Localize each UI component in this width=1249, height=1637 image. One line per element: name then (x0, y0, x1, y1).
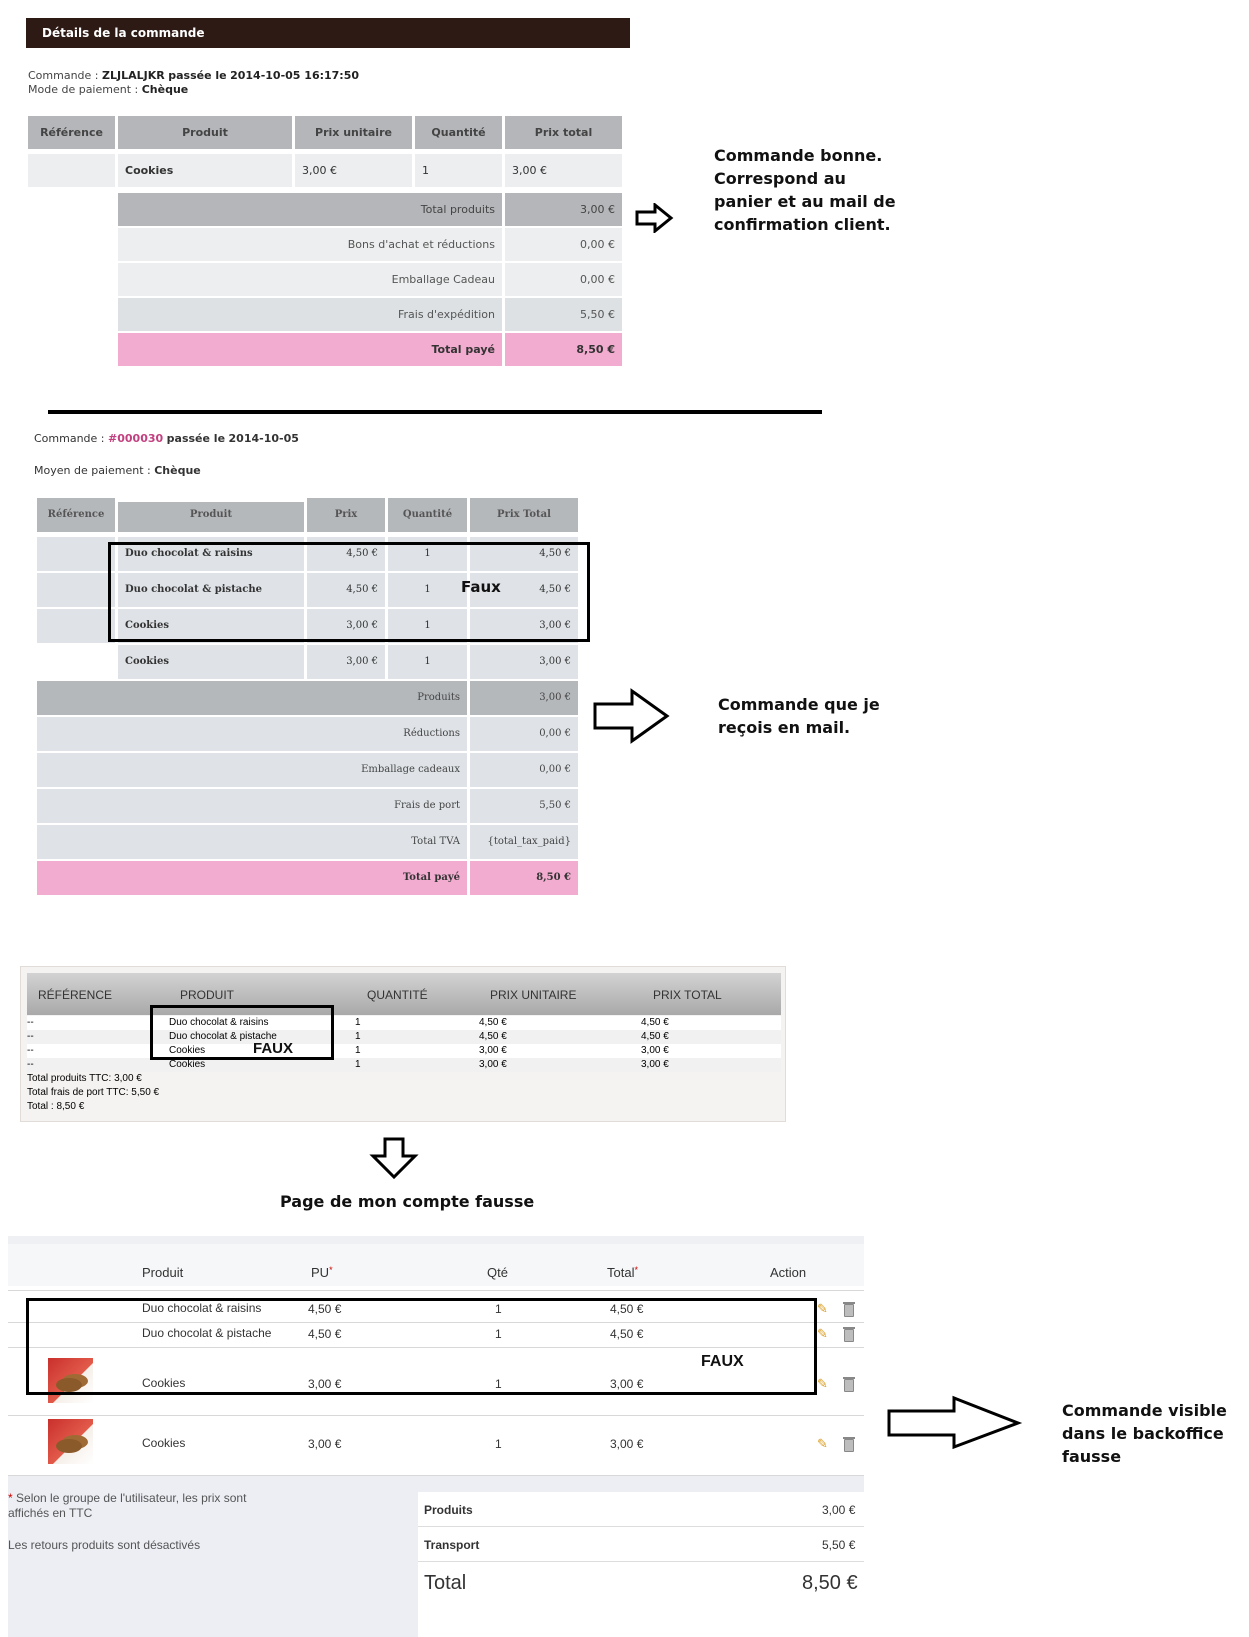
section3-note: Page de mon compte fausse (280, 1192, 535, 1211)
summary-transport-value: 5,50 € (822, 1538, 856, 1552)
table-row: -- Cookies 1 3,00 € 3,00 € (27, 1044, 781, 1058)
row3-product: Cookies (118, 609, 304, 643)
edit-pencil-icon[interactable]: ✎ (817, 1302, 828, 1317)
faux-label: FAUX (253, 1040, 294, 1057)
order-label: Commande : (28, 69, 99, 82)
total-paid-value: 8,50 € (470, 861, 578, 895)
summary-total: Total : 8,50 € (27, 1101, 85, 1112)
row3-product: Cookies (142, 1376, 186, 1390)
row-qty: 1 (415, 154, 502, 187)
col-total-price: PRIX TOTAL (653, 988, 722, 1002)
edit-pencil-icon[interactable]: ✎ (817, 1327, 828, 1342)
order-ref: ZLJLALJKR (102, 69, 165, 82)
total-paid-label: Total payé (118, 333, 502, 366)
col-unit-price: Prix unitaire (295, 116, 412, 149)
delete-trash-icon[interactable] (844, 1379, 854, 1392)
error-highlight-box (150, 1005, 334, 1060)
col-quantity: QUANTITÉ (367, 988, 428, 1002)
section1-order-meta (28, 69, 359, 97)
summary-shipping: Total frais de port TTC: 5,50 € (27, 1087, 160, 1098)
summary-products-label: Produits (424, 1503, 473, 1517)
row4-product: Cookies (118, 645, 304, 679)
tax-value: {total_tax_paid} (470, 825, 578, 859)
discounts-value: 0,00 € (505, 228, 622, 261)
total-products-label: Total produits (118, 193, 502, 226)
section4-note: Commande visible dans le backoffice fausse (1062, 1401, 1227, 1466)
section4-table-header (8, 1244, 864, 1286)
error-highlight-box (26, 1298, 817, 1395)
tax-label: Total TVA (37, 825, 467, 859)
summary-box (418, 1492, 864, 1637)
order-ref-link[interactable]: #000030 (108, 432, 164, 445)
shipping-label: Frais de port (37, 789, 467, 823)
row2-product: Duo chocolat & pistache (118, 573, 304, 607)
shipping-label: Frais d'expédition (118, 298, 502, 331)
col-pu: PU* (311, 1265, 333, 1280)
total-products-value: 3,00 € (505, 193, 622, 226)
gift-wrap-value: 0,00 € (505, 263, 622, 296)
summary-products-value: 3,00 € (822, 1503, 856, 1517)
col-action: Action (770, 1265, 807, 1280)
reductions-label: Réductions (37, 717, 467, 751)
price-footnote: * Selon le groupe de l'utilisateur, les prix sont affichés en TTC (8, 1491, 247, 1520)
row1-product: Duo chocolat & raisins (142, 1301, 262, 1315)
total-paid-value: 8,50 € (505, 333, 622, 366)
right-arrow-icon (592, 688, 672, 744)
section1-note: Commande bonne. Correspond au panier et au mail de confirmation client. (714, 146, 896, 234)
returns-disabled-note: Les retours produits sont désactivés (8, 1538, 201, 1552)
section2-order-line: Commande : #000030 passée le 2014-10-05 (34, 432, 299, 445)
row-ref (28, 154, 115, 187)
total-paid-label: Total payé (37, 861, 467, 895)
product-thumbnail (48, 1419, 93, 1464)
down-arrow-icon (369, 1136, 419, 1180)
shipping-value: 5,50 € (505, 298, 622, 331)
placed-label: passée le (168, 69, 227, 82)
row2-product: Duo chocolat & pistache (142, 1326, 272, 1340)
col-total: Prix Total (470, 498, 578, 532)
gift-wrap-label: Emballage cadeaux (37, 753, 467, 787)
section1-header: Détails de la commande (26, 18, 630, 48)
delete-trash-icon[interactable] (844, 1329, 854, 1342)
faux-label: FAUX (701, 1353, 744, 1370)
right-arrow-icon (886, 1395, 1024, 1451)
row1-product: Duo chocolat & raisins (118, 537, 304, 571)
col-product: PRODUIT (180, 988, 234, 1002)
row-product: Cookies (118, 154, 292, 187)
col-total: Total* (607, 1265, 638, 1280)
section-divider (48, 410, 822, 414)
products-label: Produits (37, 681, 467, 715)
row-total: 3,00 € (505, 154, 622, 187)
col-product: Produit (142, 1265, 184, 1280)
row-unit: 3,00 € (295, 154, 412, 187)
gift-wrap-value: 0,00 € (470, 753, 578, 787)
col-product: Produit (118, 502, 304, 532)
discounts-label: Bons d'achat et réductions (118, 228, 502, 261)
summary-total-label: Total (424, 1572, 467, 1594)
row4-product: Cookies (142, 1436, 186, 1450)
col-quantity: Quantité (388, 498, 467, 532)
section2-payment-line: Moyen de paiement : Chèque (34, 464, 201, 477)
table-row: -- Duo chocolat & pistache 1 4,50 € 4,50 € (27, 1030, 781, 1044)
col-total-price: Prix total (505, 116, 622, 149)
table-row: -- Cookies 1 3,00 € 3,00 € (27, 1058, 781, 1072)
summary-transport-label: Transport (424, 1538, 480, 1552)
summary-products: Total produits TTC: 3,00 € (27, 1073, 142, 1084)
col-qty: Qté (487, 1265, 508, 1280)
col-price: Prix (307, 498, 385, 532)
col-unit-price: PRIX UNITAIRE (490, 988, 577, 1002)
section2-note: Commande que je reçois en mail. (718, 695, 880, 737)
gift-wrap-label: Emballage Cadeau (118, 263, 502, 296)
col-quantity: Quantité (415, 116, 502, 149)
faux-label: Faux (461, 578, 501, 596)
delete-trash-icon[interactable] (844, 1439, 854, 1452)
right-arrow-icon (635, 203, 675, 233)
shipping-value: 5,50 € (470, 789, 578, 823)
delete-trash-icon[interactable] (844, 1304, 854, 1317)
col-reference: RÉFÉRENCE (38, 988, 113, 1002)
col-reference: Référence (37, 498, 115, 532)
col-reference: Référence (28, 116, 115, 149)
edit-pencil-icon[interactable]: ✎ (817, 1377, 828, 1392)
placed-date: 2014-10-05 16:17:50 (230, 69, 360, 82)
products-value: 3,00 € (470, 681, 578, 715)
error-highlight-box (108, 542, 590, 642)
table-row: -- Duo chocolat & raisins 1 4,50 € 4,50 € (27, 1016, 781, 1030)
reductions-value: 0,00 € (470, 717, 578, 751)
edit-pencil-icon[interactable]: ✎ (817, 1437, 828, 1452)
payment-label: Mode de paiement : (28, 83, 139, 96)
col-product: Produit (118, 116, 292, 149)
summary-total-value: 8,50 € (802, 1572, 858, 1594)
payment-value: Chèque (141, 83, 189, 96)
